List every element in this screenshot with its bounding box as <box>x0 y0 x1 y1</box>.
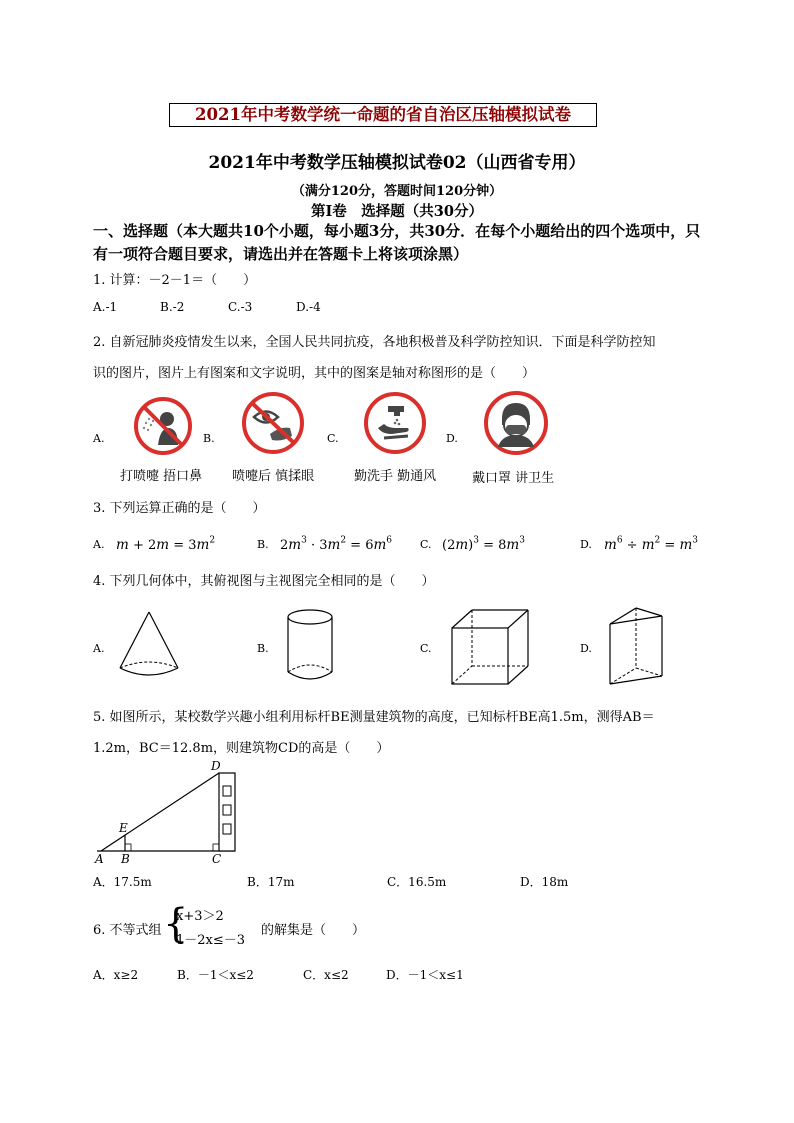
cylinder-figure <box>285 608 335 682</box>
question-2-caption-c: 勤洗手 勤通风 <box>354 469 437 484</box>
question-2-label-c: C. <box>327 432 339 445</box>
wear-mask-icon <box>482 389 550 457</box>
question-6-option-d: D．－1＜x≤1 <box>386 968 464 982</box>
question-6-option-a: A．x≥2 <box>93 968 139 982</box>
question-2-label-d: D. <box>446 432 458 445</box>
question-4-label-a: A. <box>93 642 105 655</box>
question-1-option-c: C.-3 <box>228 300 253 314</box>
question-4-stem: 4. 下列几何体中，其俯视图与主视图完全相同的是（ ） <box>93 574 435 589</box>
point-e-label: E <box>119 821 128 835</box>
no-rub-eyes-icon <box>240 390 306 456</box>
question-1-option-d: D.-4 <box>296 300 321 314</box>
question-2-stem-line1: 2. 自新冠肺炎疫情发生以来，全国人民共同抗疫，各地积极普及科学防控知识．下面是科学防控知 <box>93 335 656 350</box>
paper-banner: 2021年中考数学统一命题的省自治区压轴模拟试卷 <box>169 103 597 127</box>
question-3-expression-a: $m + 2m = 3m^2$ <box>116 535 216 553</box>
question-2-caption-d: 戴口罩 讲卫生 <box>472 471 555 486</box>
part-description: 一、选择题（本大题共10个小题，每小题3分，共30分．在每个小题给出的四个选项中，只有一项符合题目要求，请选出并在答题卡上将该项涂黑） <box>93 222 701 263</box>
inequality-line-1: x+3＞2 <box>176 909 224 924</box>
question-6-option-c: C．x≤2 <box>303 968 349 982</box>
question-3-expression-c: $(2m)^3 = 8m^3$ <box>442 535 525 553</box>
question-3-label-d: D. <box>580 538 592 551</box>
question-6-stem-suffix: 的解集是（ ） <box>261 923 366 938</box>
cube-figure <box>450 608 530 688</box>
building-measurement-figure <box>95 758 245 868</box>
question-2-stem-line2: 识的图片，图片上有图案和文字说明，其中的图案是轴对称图形的是（ ） <box>93 366 536 381</box>
question-5-stem-line1: 5. 如图所示，某校数学兴趣小组利用标杆BE测量建筑物的高度，已知标杆BE高1.5m，测得AB＝ <box>93 710 655 725</box>
question-5-option-b: B．17m <box>247 875 295 889</box>
point-b-label: B <box>121 852 130 866</box>
point-c-label: C <box>212 852 222 866</box>
question-1-option-a: A.-1 <box>93 300 118 314</box>
paper-subtitle: （满分120分，答题时间120分钟） <box>291 184 503 199</box>
question-5-option-a: A．17.5m <box>93 875 152 889</box>
question-3-expression-d: $m^6 \div m^2 = m^3$ <box>604 535 698 553</box>
wash-hands-icon <box>362 390 428 456</box>
paper-title: 2021年中考数学压轴模拟试卷02（山西省专用） <box>208 153 586 173</box>
section-title: 第Ⅰ卷 选择题（共30分） <box>311 203 483 220</box>
question-4-label-c: C. <box>420 642 432 655</box>
question-6-stem-prefix: 6. 不等式组 <box>93 923 162 938</box>
question-5-stem-line2: 1.2m，BC＝12.8m，则建筑物CD的高是（ ） <box>93 741 390 756</box>
question-3-expression-b: $2m^3 \cdot 3m^2 = 6m^6$ <box>280 535 393 553</box>
question-1-stem: 1. 计算：－2－1＝（ ） <box>93 273 257 288</box>
question-3-label-c: C. <box>420 538 432 551</box>
system-brace: { <box>163 901 189 947</box>
question-5-option-d: D．18m <box>520 875 569 889</box>
question-2-caption-a: 打喷嚏 捂口鼻 <box>120 469 203 484</box>
question-2-caption-b: 喷嚏后 慎揉眼 <box>232 469 315 484</box>
question-3-stem: 3. 下列运算正确的是（ ） <box>93 501 266 516</box>
question-4-label-b: B. <box>257 642 269 655</box>
question-1-option-b: B.-2 <box>160 300 185 314</box>
cone-figure <box>117 610 181 680</box>
question-3-label-a: A. <box>93 538 105 551</box>
triangular-prism-figure <box>608 606 664 686</box>
question-2-label-b: B. <box>203 432 215 445</box>
question-4-label-d: D. <box>580 642 592 655</box>
question-3-label-b: B. <box>257 538 269 551</box>
question-5-option-c: C．16.5m <box>387 875 447 889</box>
question-2-label-a: A. <box>93 432 105 445</box>
point-d-label: D <box>211 759 221 773</box>
inequality-line-2: 1－2x≤－3 <box>176 933 246 948</box>
point-a-label: A <box>95 852 104 866</box>
no-sneeze-icon <box>132 395 194 457</box>
question-6-option-b: B．－1＜x≤2 <box>177 968 254 982</box>
